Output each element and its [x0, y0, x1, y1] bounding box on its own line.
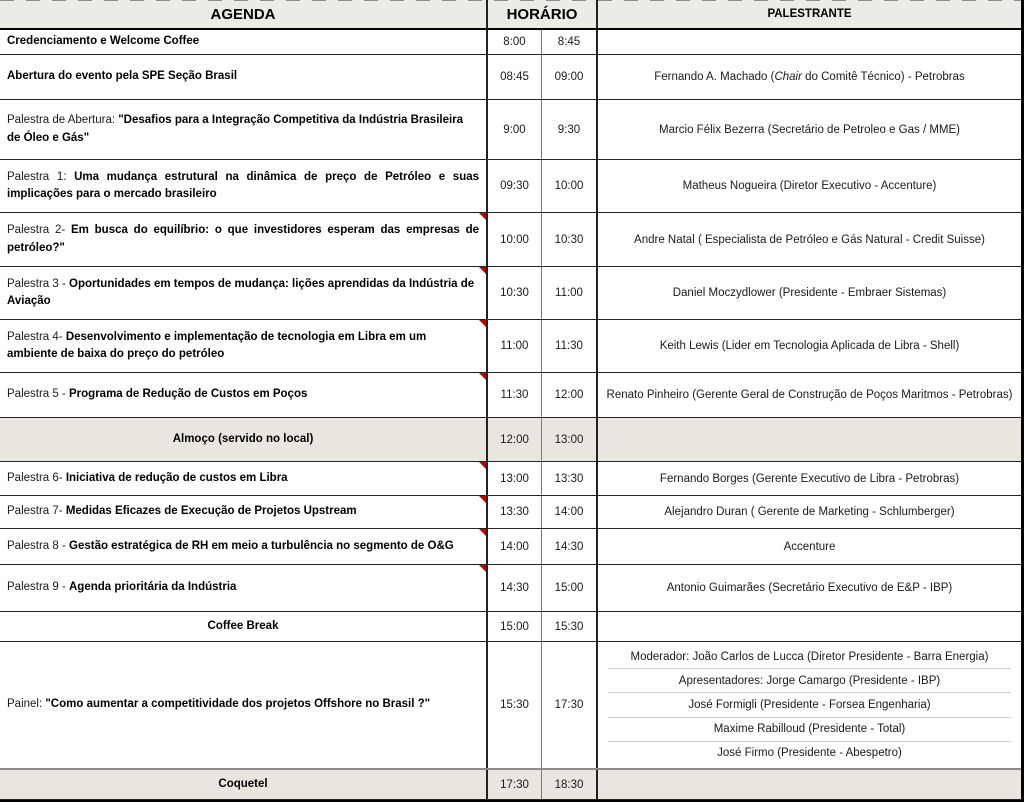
- end-time-cell: 8:45: [542, 30, 598, 54]
- agenda-title: "Desafios para a Integração Competitiva da Indústria Brasileira de Óleo e Gás": [7, 114, 464, 144]
- table-row: [0, 496, 1021, 529]
- table-row: [0, 320, 1021, 373]
- agenda-prefix: Palestra 3 -: [7, 277, 69, 290]
- agenda-text: [7, 618, 479, 636]
- speaker-cell: [598, 267, 1021, 319]
- start-time-cell: 10:00: [488, 213, 542, 266]
- agenda-cell: [0, 418, 488, 461]
- agenda-title: Almoço (servido no local): [172, 432, 314, 445]
- table-row: [0, 612, 1021, 642]
- speaker-cell: [598, 612, 1021, 641]
- panel-speaker-row: José Firmo (Presidente - Abespetro): [717, 747, 902, 760]
- agenda-text: [7, 169, 479, 204]
- table-header-row: [0, 0, 1021, 30]
- panel-speaker-row: José Formigli (Presidente - Forsea Engenharia): [608, 693, 1011, 717]
- speaker-text: Alejandro Duran ( Gerente de Marketing - Schlumberger): [664, 506, 955, 518]
- agenda-title: Desenvolvimento e implementação de tecnologia em Libra em um ambiente de baixa do preço do petróleo: [7, 330, 427, 360]
- end-time-cell: 10:30: [542, 213, 598, 266]
- start-time-cell: 17:30: [488, 770, 542, 799]
- header-horario: HORÁRIO: [488, 0, 598, 28]
- agenda-text: [7, 386, 479, 404]
- agenda-title: Credenciamento e Welcome Coffee: [7, 35, 200, 48]
- agenda-prefix: Palestra de Abertura:: [7, 114, 119, 126]
- agenda-text: [7, 329, 479, 364]
- start-time-cell: 9:00: [488, 100, 542, 159]
- agenda-cell: [0, 100, 488, 159]
- speaker-text: Accenture: [783, 540, 836, 553]
- speaker-cell: [598, 320, 1021, 372]
- start-time-cell: 15:30: [488, 642, 542, 768]
- agenda-title: Abertura do evento pela SPE Seção Brasil: [7, 70, 238, 83]
- end-time-cell: 13:00: [542, 418, 598, 461]
- speaker-pre: Fernando A. Machado (: [654, 71, 775, 83]
- agenda-cell: [0, 213, 488, 266]
- agenda-cell: [0, 462, 488, 495]
- start-time-cell: 12:00: [488, 418, 542, 461]
- speaker-text: Renato Pinheiro (Gerente Geral de Construção de Poços Maritmos - Petrobras): [606, 389, 1013, 401]
- agenda-text: [7, 470, 479, 488]
- agenda-cell: [0, 565, 488, 611]
- speaker-cell: [598, 418, 1021, 461]
- agenda-prefix: Palestra 2-: [7, 224, 71, 236]
- comment-marker-icon: [479, 373, 486, 380]
- speaker-cell: [598, 160, 1021, 212]
- end-time-cell: 14:30: [542, 529, 598, 564]
- table-row: [0, 565, 1021, 612]
- start-time-cell: 13:30: [488, 496, 542, 528]
- agenda-text: [7, 579, 479, 597]
- agenda-text: [7, 776, 479, 794]
- agenda-text: [7, 696, 479, 714]
- speaker-cell: [598, 529, 1021, 564]
- end-time-cell: 15:30: [542, 612, 598, 641]
- speaker-cell: [598, 770, 1021, 799]
- table-row: [0, 462, 1021, 496]
- agenda-prefix: Palestra 7-: [7, 505, 66, 518]
- agenda-cell: [0, 160, 488, 212]
- start-time-cell: 11:30: [488, 373, 542, 417]
- agenda-title: "Como aumentar a competitividade dos projetos Offshore no Brasil ?": [45, 698, 431, 711]
- agenda-title: Iniciativa de redução de custos em Libra: [65, 471, 288, 484]
- panel-speaker-row: Moderador: João Carlos de Lucca (Diretor Presidente - Barra Energia): [608, 645, 1011, 669]
- panel-speaker-row: Maxime Rabilloud (Presidente - Total): [608, 718, 1011, 742]
- agenda-prefix: Palestra 8 -: [7, 539, 69, 552]
- comment-marker-icon: [479, 496, 486, 503]
- agenda-text: [7, 276, 479, 311]
- speaker-text: Matheus Nogueira (Diretor Executivo - Accenture): [682, 180, 937, 192]
- table-row: [0, 418, 1021, 462]
- agenda-title: Oportunidades em tempos de mudança: lições aprendidas da Indústria de Aviação: [7, 277, 475, 307]
- end-time-cell: 11:00: [542, 267, 598, 319]
- agenda-cell: [0, 529, 488, 564]
- agenda-cell: [0, 320, 488, 372]
- start-time-cell: 14:30: [488, 565, 542, 611]
- start-time-cell: 09:30: [488, 160, 542, 212]
- table-row: [0, 160, 1021, 213]
- agenda-title: Programa de Redução de Custos em Poços: [69, 388, 308, 401]
- comment-marker-icon: [479, 529, 486, 536]
- speaker-cell: [598, 565, 1021, 611]
- agenda-title: Gestão estratégica de RH em meio a turbulência no segmento de O&G: [69, 539, 454, 552]
- agenda-prefix: Palestra 1:: [7, 170, 75, 183]
- speaker-cell: [598, 462, 1021, 495]
- speaker-text: Antonio Guimarães (Secretário Executivo de E&P - IBP): [666, 582, 953, 594]
- agenda-cell: [0, 55, 488, 99]
- end-time-cell: 17:30: [542, 642, 598, 768]
- start-time-cell: 13:00: [488, 462, 542, 495]
- header-agenda: AGENDA: [0, 0, 488, 28]
- speaker-cell: [598, 55, 1021, 99]
- agenda-text: [7, 68, 479, 86]
- table-body: [0, 30, 1021, 800]
- agenda-cell: [0, 612, 488, 641]
- agenda-title: Coquetel: [218, 777, 268, 790]
- agenda-title: Uma mudança estrutural na dinâmica de preço de Petróleo e suas implicações para o mercado brasileiro: [7, 170, 480, 200]
- table-row: [0, 267, 1021, 320]
- agenda-cell: [0, 373, 488, 417]
- panel-speaker-row: Apresentadores: Jorge Camargo (Presidente - IBP): [608, 669, 1011, 693]
- agenda-prefix: Palestra 5 -: [7, 388, 69, 401]
- speaker-italic: Chair: [774, 71, 802, 83]
- end-time-cell: 11:30: [542, 320, 598, 372]
- end-time-cell: 18:30: [542, 770, 598, 799]
- speaker-cell: [598, 496, 1021, 528]
- table-row: [0, 100, 1021, 160]
- speaker-cell: [598, 213, 1021, 266]
- end-time-cell: 10:00: [542, 160, 598, 212]
- table-row: [0, 770, 1021, 800]
- comment-marker-icon: [479, 462, 486, 469]
- agenda-prefix: Palestra 6-: [7, 471, 66, 484]
- end-time-cell: 09:00: [542, 55, 598, 99]
- panel-speakers-list: [598, 642, 1021, 768]
- comment-marker-icon: [479, 213, 486, 220]
- header-palestrante: PALESTRANTE: [767, 8, 852, 20]
- agenda-title: Em busca do equilíbrio: o que investidores esperam das empresas de petróleo?": [7, 224, 479, 254]
- start-time-cell: 11:00: [488, 320, 542, 372]
- speaker-text: Keith Lewis (Lider em Tecnologia Aplicada de Libra - Shell): [659, 340, 960, 352]
- agenda-cell: [0, 267, 488, 319]
- table-row: [0, 529, 1021, 565]
- start-time-cell: 10:30: [488, 267, 542, 319]
- table-row: [0, 213, 1021, 267]
- table-row: [0, 30, 1021, 55]
- agenda-title: Medidas Eficazes de Execução de Projetos Upstream: [65, 505, 357, 518]
- start-time-cell: 15:00: [488, 612, 542, 641]
- comment-marker-icon: [479, 565, 486, 572]
- speaker-cell: [598, 642, 1021, 768]
- speaker-text: Marcio Félix Bezerra (Secretário de Petroleo e Gas / MME): [658, 123, 961, 136]
- comment-marker-icon: [479, 267, 486, 274]
- agenda-prefix: Palestra 9 -: [7, 581, 69, 594]
- agenda-prefix: Palestra 4-: [7, 330, 66, 343]
- table-row: [0, 55, 1021, 100]
- agenda-text: [7, 222, 479, 257]
- start-time-cell: 8:00: [488, 30, 542, 54]
- end-time-cell: 15:00: [542, 565, 598, 611]
- end-time-cell: 12:00: [542, 373, 598, 417]
- speaker-cell: [598, 373, 1021, 417]
- agenda-title: Coffee Break: [207, 619, 279, 632]
- agenda-text: [7, 112, 479, 147]
- speaker-text: Fernando Borges (Gerente Executivo de Libra - Petrobras): [659, 472, 960, 485]
- speaker-cell: [598, 30, 1021, 54]
- agenda-prefix: Painel:: [7, 698, 46, 711]
- agenda-cell: [0, 30, 488, 54]
- end-time-cell: 9:30: [542, 100, 598, 159]
- agenda-text: [7, 503, 479, 521]
- table-row: [0, 373, 1021, 418]
- agenda-text: [7, 538, 479, 556]
- agenda-title: Agenda prioritária da Indústria: [69, 581, 237, 594]
- speaker-text: [654, 71, 964, 83]
- agenda-text: [7, 431, 479, 449]
- table-row: [0, 642, 1021, 770]
- agenda-cell: [0, 642, 488, 768]
- comment-marker-icon: [479, 320, 486, 327]
- start-time-cell: 08:45: [488, 55, 542, 99]
- agenda-cell: [0, 770, 488, 799]
- speaker-text: Andre Natal ( Especialista de Petróleo e Gás Natural - Credit Suisse): [634, 233, 985, 246]
- speaker-text: Daniel Moczydlower (Presidente - Embraer Sistemas): [672, 287, 947, 299]
- agenda-text: [7, 33, 479, 51]
- end-time-cell: 13:30: [542, 462, 598, 495]
- speaker-post: do Comitê Técnico) - Petrobras: [801, 71, 965, 83]
- speaker-cell: [598, 100, 1021, 159]
- agenda-cell: [0, 496, 488, 528]
- end-time-cell: 14:00: [542, 496, 598, 528]
- start-time-cell: 14:00: [488, 529, 542, 564]
